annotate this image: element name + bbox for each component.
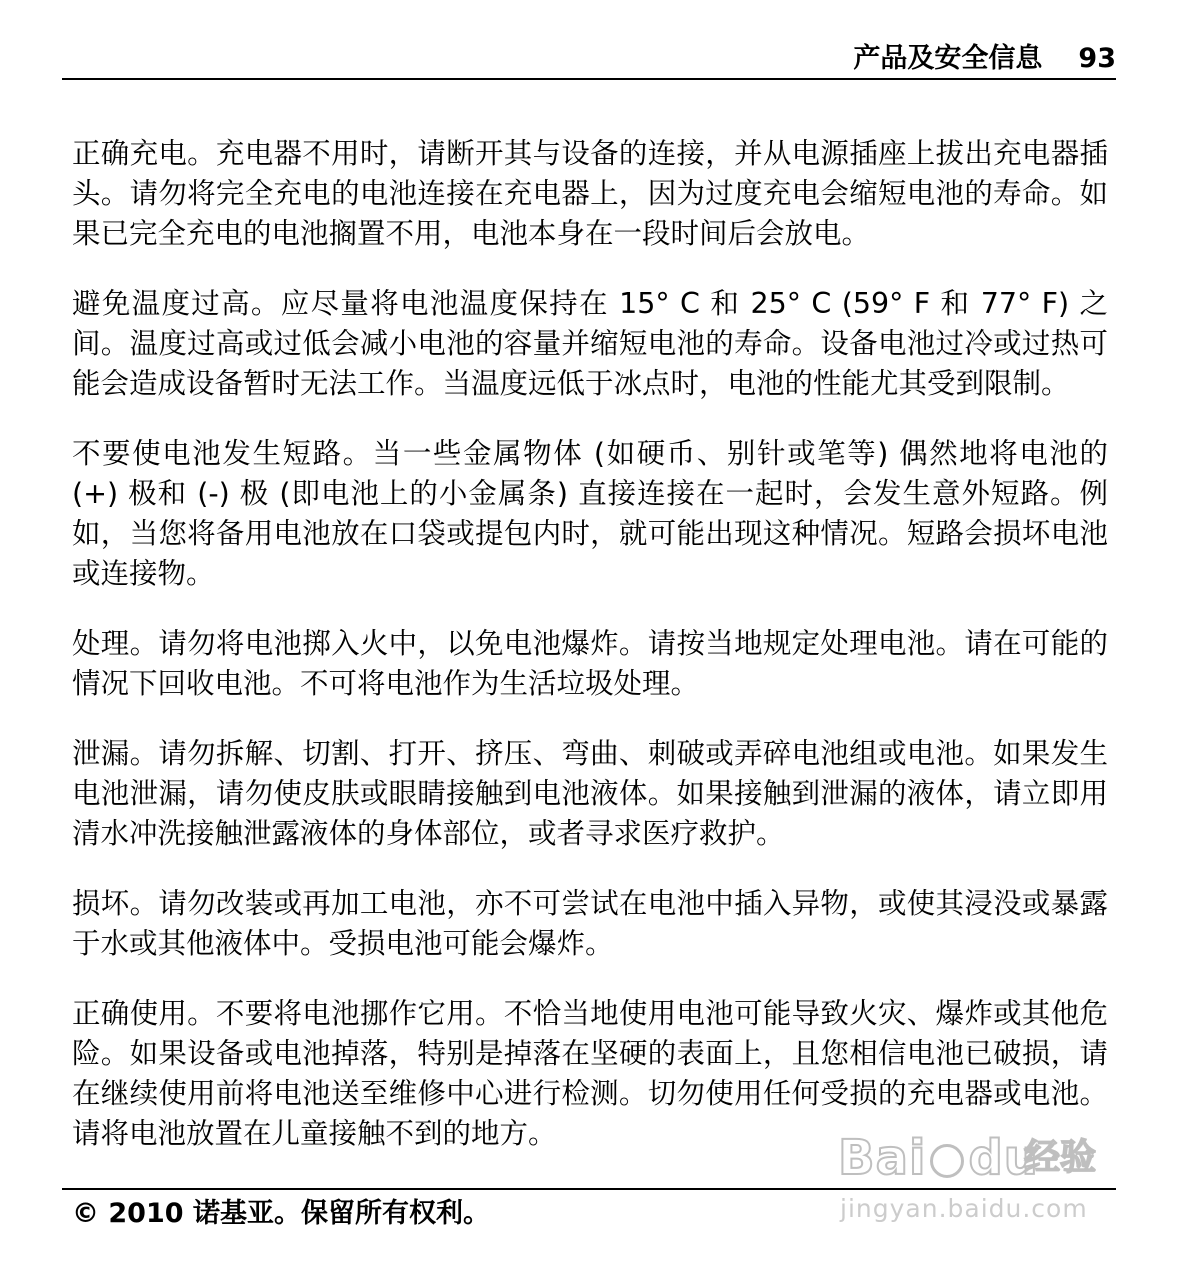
paragraph-damage: 损坏。请勿改装或再加工电池，亦不可尝试在电池中插入异物，或使其浸没或暴露于水或其他液体中。受损电池可能会爆炸。 xyxy=(72,887,1108,960)
baidu-watermark xyxy=(838,1128,1114,1238)
page-number: 93 xyxy=(1078,43,1116,74)
watermark-url: jingyan.baidu.com xyxy=(840,1194,1088,1223)
paragraph-temperature: 避免温度过高。应尽量将电池温度保持在 15° C 和 25° C (59° F 和 77° F) 之间。温度过高或过低会减小电池的容量并缩短电池的寿命。设备电池过冷或过热可能会造成设备暂时无法工作。当温度远低于冰点时，电池的性能尤其受到限制。 xyxy=(72,287,1108,400)
baidu-logo xyxy=(838,1128,1039,1188)
paragraph-correct-use: 正确使用。不要将电池挪作它用。不恰当地使用电池可能导致火灾、爆炸或其他危险。如果设备或电池掉落，特别是掉落在坚硬的表面上，且您相信电池已破损，请在继续使用前将电池送至维修中心进行检测。切勿使用任何受损的充电器或电池。请将电池放置在儿童接触不到的地方。 xyxy=(72,997,1108,1150)
paragraph-short-circuit: 不要使电池发生短路。当一些金属物体 (如硬币、别针或笔等) 偶然地将电池的 (+) 极和 (-) 极 (即电池上的小金属条) 直接连接在一起时，会发生意外短路。例如，当您将备用电池放在口袋或提包内时，就可能出现这种情况。短路会损坏电池或连接物。 xyxy=(72,437,1108,590)
header-title: 产品及安全信息 xyxy=(853,43,1043,74)
watermark-suffix: 经验 xyxy=(1024,1137,1097,1178)
page-header xyxy=(62,40,1116,80)
copyright-notice: © 2010 诺基亚。保留所有权利。 xyxy=(72,1198,490,1229)
watermark-logo-left: Bai xyxy=(838,1130,927,1186)
paw-icon xyxy=(930,1144,964,1178)
paragraph-disposal: 处理。请勿将电池掷入火中，以免电池爆炸。请按当地规定处理电池。请在可能的情况下回收电池。不可将电池作为生活垃圾处理。 xyxy=(72,627,1108,700)
document-body xyxy=(72,134,1108,1184)
paragraph-leakage: 泄漏。请勿拆解、切割、打开、挤压、弯曲、刺破或弄碎电池组或电池。如果发生电池泄漏，请勿使皮肤或眼睛接触到电池液体。如果接触到泄漏的液体，请立即用清水冲洗接触泄露液体的身体部位，或者寻求医疗救护。 xyxy=(72,737,1108,850)
paragraph-charging: 正确充电。充电器不用时，请断开其与设备的连接，并从电源插座上拔出充电器插头。请勿将完全充电的电池连接在充电器上，因为过度充电会缩短电池的寿命。如果已完全充电的电池搁置不用，电池本身在一段时间后会放电。 xyxy=(72,137,1108,250)
watermark-logo-right: du xyxy=(968,1130,1039,1186)
